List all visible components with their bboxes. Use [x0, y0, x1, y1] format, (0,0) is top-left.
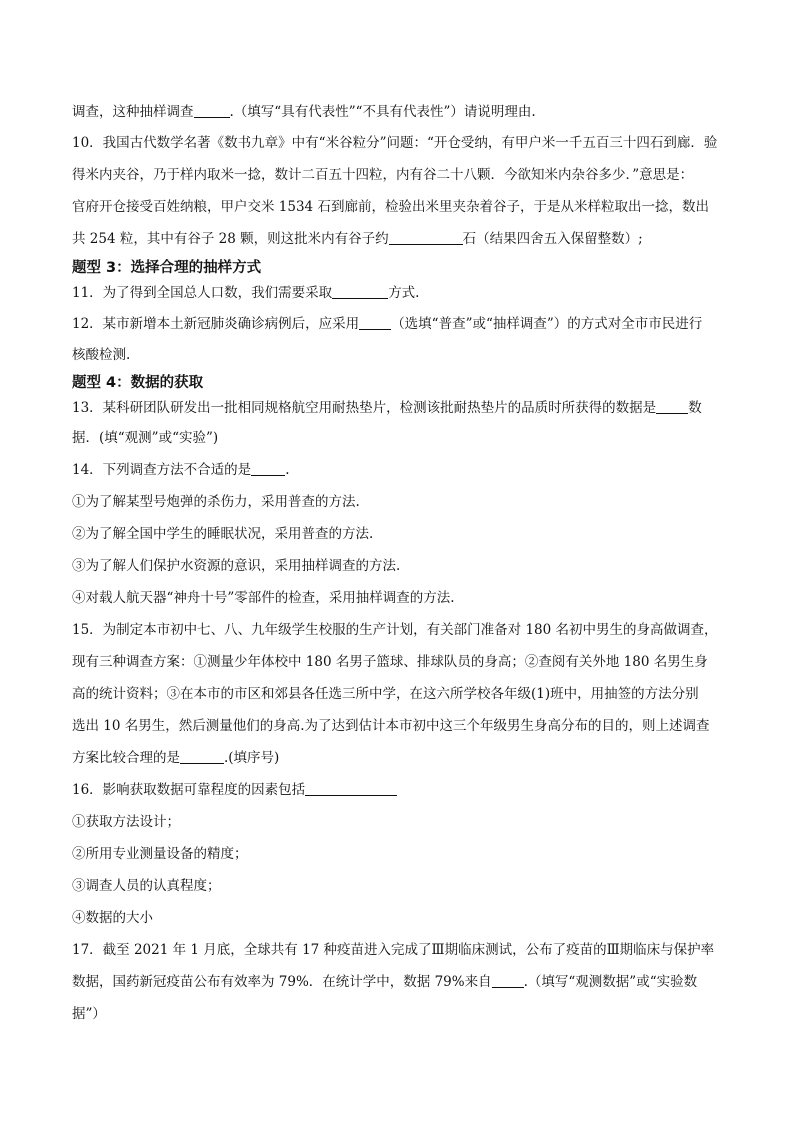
answer-blank [492, 973, 524, 988]
text: ③调查人员的认真程度； [72, 878, 221, 894]
text: 12．某市新增本土新冠肺炎确诊病例后，应采用 [72, 316, 360, 332]
q16 [72, 780, 732, 800]
text: 数 [688, 400, 702, 416]
q10-line-3 [72, 197, 732, 217]
q14 [72, 460, 732, 480]
q11 [72, 283, 732, 303]
answer-blank [305, 781, 397, 796]
q15-line-2 [72, 652, 732, 672]
text: 得米内夹谷，乃于样内取米一捻，数计二百五十四粒，内有谷二十八颗．今欲知米内杂谷多少．”意思是： [72, 167, 694, 183]
text: ①为了解某型号炮弹的杀伤力，采用普查的方法. [72, 494, 360, 510]
q16-item-2 [72, 844, 732, 864]
q14-option-3 [72, 556, 732, 576]
q9-continuation [72, 102, 732, 122]
text: .（填写“具有代表性”“不具有代表性”）请说明理由. [229, 104, 536, 120]
text: 10．我国古代数学名著《数书九章》中有“米谷粒分”问题：“开仓受纳，有甲户米一千五百三十四石到廊．验 [72, 135, 718, 151]
q17-line-2 [72, 972, 732, 992]
answer-blank [251, 461, 285, 476]
text: 官府开仓接受百姓纳粮，甲户交米 1534 石到廊前，检验出米里夹杂着谷子，于是从米样粒取出一捻，数出 [72, 199, 709, 215]
answer-blank [389, 230, 463, 245]
text: 调查，这种抽样调查 [72, 104, 194, 120]
text: 据”） [72, 1006, 106, 1022]
section-heading-3 [72, 258, 732, 278]
q17-line-3 [72, 1004, 732, 1024]
text: 题型 4：数据的获取 [72, 375, 204, 391]
text: 数据，国药新冠疫苗公布有效率为 79%．在统计学中，数据 79%来自 [72, 974, 492, 990]
q15-line-3 [72, 684, 732, 704]
section-heading-4 [72, 373, 732, 393]
text: ①获取方法设计； [72, 814, 180, 830]
text: 高的统计资料；③在本市的市区和郊县各任选三所中学，在这六所学校各年级(1)班中，用抽签的方法分别 [72, 686, 699, 702]
text: 14．下列调查方法不合适的是 [72, 462, 252, 478]
answer-blank [180, 749, 224, 764]
text: 11．为了得到全国总人口数，我们需要采取 [72, 285, 333, 301]
text: 石（结果四舍五入保留整数）; [462, 231, 643, 247]
text: 题型 3：选择合理的抽样方式 [72, 260, 262, 276]
text: ②为了解全国中学生的睡眠状况，采用普查的方法. [72, 526, 374, 542]
text: （选填“普查”或“抽样调查”）的方式对全市市民进行 [391, 316, 703, 332]
q12-line-1 [72, 314, 732, 334]
text: . [285, 462, 290, 478]
text: 方案比较合理的是 [72, 750, 180, 766]
text: 共 254 粒，其中有谷子 28 颗，则这批米内有谷子约 [72, 231, 389, 247]
q17-line-1 [72, 940, 732, 960]
answer-blank [359, 315, 391, 330]
q14-option-2 [72, 524, 732, 544]
text: 现有三种调查方案：①测量少年体校中 180 名男子篮球、排球队员的身高；②查阅有关外地 180 名男生身 [72, 654, 708, 670]
text: 17．截至 2021 年 1 月底，全球共有 17 种疫苗进入完成了Ⅲ期临床测试，公布了疫苗的Ⅲ期临床与保护率 [72, 942, 715, 958]
q14-option-1 [72, 492, 732, 512]
text: 核酸检测. [72, 347, 131, 363]
text: .（填写“观测数据”或“实验数 [523, 974, 698, 990]
text: ②所用专业测量设备的精度； [72, 846, 248, 862]
answer-blank [332, 284, 388, 299]
q15-line-1 [72, 620, 732, 640]
q13-line-2 [72, 428, 732, 448]
q14-option-4 [72, 588, 732, 608]
q15-line-5 [72, 748, 732, 768]
q13-line-1 [72, 398, 732, 418]
text: ③为了解人们保护水资源的意识，采用抽样调查的方法. [72, 558, 401, 574]
text: 选出 10 名男生，然后测量他们的身高.为了达到估计本市初中这三个年级男生身高分布的目的，则上述调查 [72, 718, 710, 734]
q10-line-2 [72, 165, 732, 185]
q12-line-2 [72, 345, 732, 365]
q16-item-1 [72, 812, 732, 832]
text: 16．影响获取数据可靠程度的因素包括 [72, 782, 306, 798]
text: 13．某科研团队研发出一批相同规格航空用耐热垫片，检测该批耐热垫片的品质时所获得的数据是 [72, 400, 657, 416]
answer-blank [656, 399, 688, 414]
q15-line-4 [72, 716, 732, 736]
q10-line-1 [72, 133, 732, 153]
text: ④数据的大小 [72, 910, 153, 926]
q16-item-3 [72, 876, 732, 896]
text: 方式. [388, 285, 420, 301]
text: 据．(填“观测”或“实验”) [72, 430, 219, 446]
q10-line-4 [72, 229, 732, 249]
text: ④对载人航天器“神舟十号”零部件的检查，采用抽样调查的方法. [72, 590, 455, 606]
text: .(填序号) [224, 750, 280, 766]
q16-item-4 [72, 908, 732, 928]
answer-blank [194, 103, 230, 118]
text: 15．为制定本市初中七、八、九年级学生校服的生产计划，有关部门准备对 180 名初中男生的身高做调查， [72, 622, 718, 638]
